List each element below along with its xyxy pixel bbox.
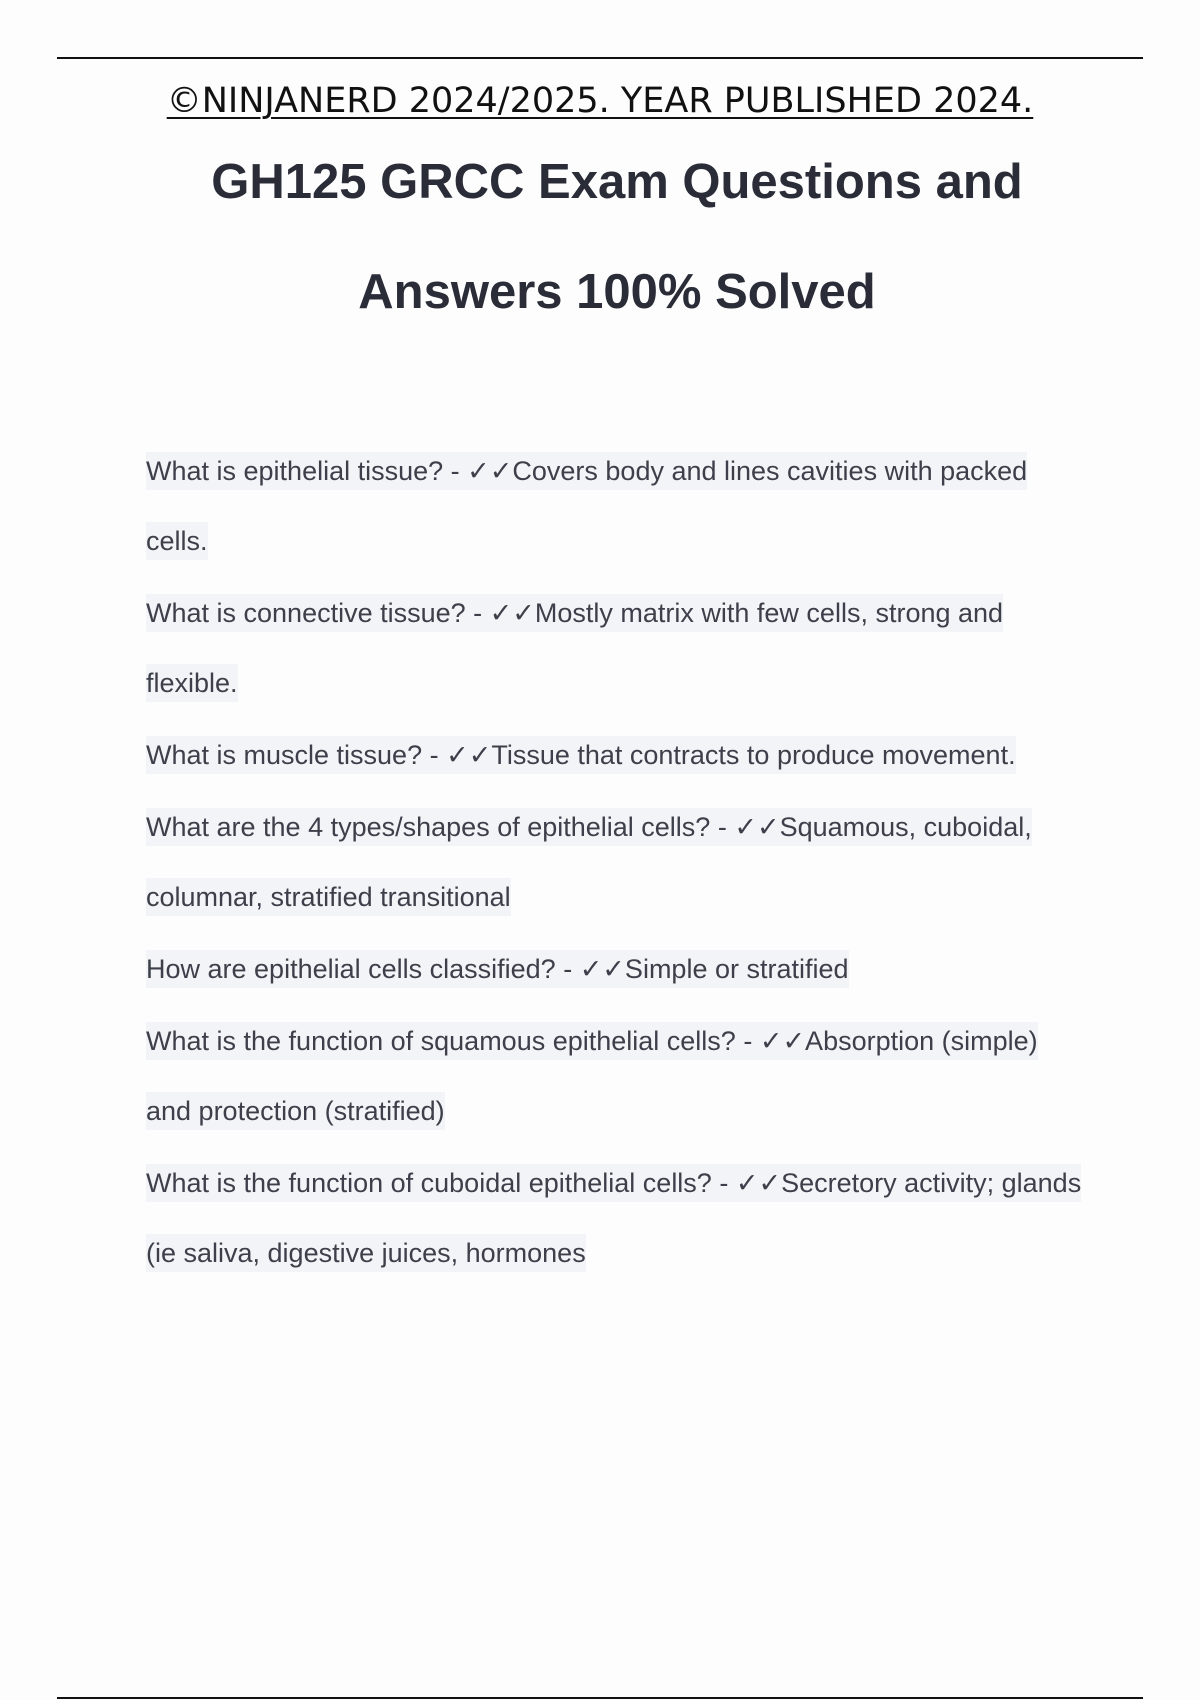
qa-item-text: What is muscle tissue? - ✓✓Tissue that contracts to produce movement. [146, 736, 1016, 774]
document-title-line-2: Answers 100% Solved [358, 265, 876, 319]
qa-item [146, 934, 1086, 1004]
qa-item-text: What are the 4 types/shapes of epithelial cells? - ✓✓Squamous, cuboidal, columnar, stratified transitional [146, 808, 1032, 916]
top-rule [57, 57, 1143, 59]
qa-list [146, 436, 1086, 1288]
qa-item [146, 720, 1086, 790]
qa-item [146, 436, 1086, 576]
qa-item-text: What is epithelial tissue? - ✓✓Covers body and lines cavities with packed cells. [146, 452, 1027, 560]
bottom-rule [57, 1697, 1143, 1699]
qa-item-text: How are epithelial cells classified? - ✓✓Simple or stratified [146, 950, 849, 988]
copyright-text: ©NINJANERD 2024/2025. YEAR PUBLISHED 2024. [166, 81, 1034, 121]
qa-item-text: What is the function of cuboidal epithelial cells? - ✓✓Secretory activity; glands (ie saliva, digestive juices, hormones [146, 1164, 1081, 1272]
document-title-line-1: GH125 GRCC Exam Questions and [211, 155, 1023, 209]
qa-item [146, 792, 1086, 932]
qa-item [146, 1006, 1086, 1146]
copyright-header [0, 78, 1200, 124]
qa-item-text: What is connective tissue? - ✓✓Mostly matrix with few cells, strong and flexible. [146, 594, 1003, 702]
qa-item-text: What is the function of squamous epithelial cells? - ✓✓Absorption (simple) and protection (stratified) [146, 1022, 1038, 1130]
qa-item [146, 1148, 1086, 1288]
qa-item [146, 578, 1086, 718]
